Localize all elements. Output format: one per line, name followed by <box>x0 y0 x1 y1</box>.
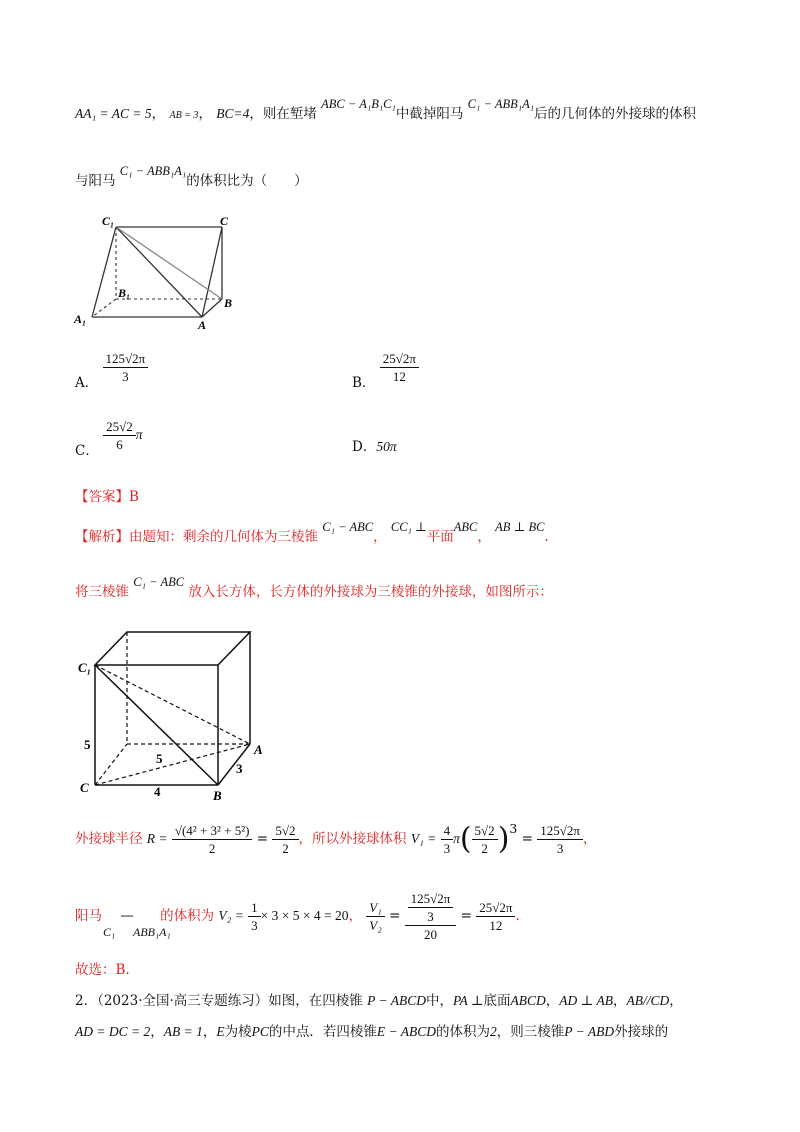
analysis-line-2 <box>75 575 553 602</box>
math-ab: AB = 3 <box>169 110 199 121</box>
label-b: B <box>224 296 233 310</box>
text-segment: . <box>544 529 549 545</box>
pi-symbol: π <box>453 831 460 846</box>
text-segment: 的体积比为（ ） <box>186 173 308 189</box>
math-bc: BC=4 <box>216 106 250 121</box>
problem2-line-1 <box>75 991 683 1011</box>
separator: ， <box>348 908 362 924</box>
yangma-sub-abb1a1: ABB₁A₁ <box>133 925 171 939</box>
denominator: 3 <box>251 918 258 933</box>
text-segment: 阳马 <box>75 908 102 924</box>
text-segment: 2．（2023·全国·高三专题练习）如图，在四棱锥 <box>75 993 363 1009</box>
label-a1: A₁ <box>74 312 87 326</box>
fraction <box>380 350 419 385</box>
pi-symbol: π <box>135 427 143 442</box>
answer: 【答案】B <box>75 489 139 505</box>
label-diagonal: 5 <box>156 751 163 766</box>
label-height: 5 <box>84 737 91 752</box>
math-aa1-ac: AA₁ = AC = 5 <box>75 106 152 121</box>
math: V₂ = <box>218 908 244 923</box>
equals: = <box>256 831 269 847</box>
text-segment: 外接球半径 <box>75 831 143 847</box>
text-segment: 中截掉阳马 <box>395 106 464 122</box>
label-c1: C₁ <box>78 660 92 675</box>
problem-line-2 <box>75 164 308 191</box>
numerator: 25√2π <box>476 899 515 917</box>
math: CC₁ ⊥ <box>390 520 427 534</box>
numerator: V₁ <box>366 899 384 917</box>
text-segment: 平面 <box>426 529 454 545</box>
denominator: 12 <box>392 369 406 384</box>
problem2-line-2 <box>75 1022 668 1042</box>
option-a <box>75 350 148 391</box>
math: E − ABCD <box>376 1024 436 1039</box>
text-segment: 放入长方体，长方体的外接球为三棱锥的外接球，如图所示： <box>188 584 553 600</box>
math: C₁ − ABC <box>322 520 374 534</box>
fraction <box>272 822 298 857</box>
math: E <box>216 1024 225 1039</box>
figure-prism <box>70 205 250 335</box>
analysis-line-1 <box>75 520 549 547</box>
conclusion: 故选：B. <box>75 962 130 978</box>
numerator: 25√2 <box>103 418 136 436</box>
equals: = <box>460 908 472 924</box>
numerator: 5√2 <box>472 822 498 840</box>
denominator: 3 <box>556 841 564 856</box>
option-value: 50π <box>376 439 397 454</box>
exponent: 3 <box>509 821 518 836</box>
option-b <box>352 350 419 391</box>
fraction <box>472 822 498 857</box>
fraction <box>103 418 136 453</box>
problem-line-1 <box>75 97 697 126</box>
separator: ， <box>151 106 166 122</box>
text-segment: 外接球的 <box>614 1024 669 1040</box>
yangma-sub-c1: C₁ <box>103 925 116 939</box>
denominator: 2 <box>208 841 216 856</box>
math: AD ⊥ AB <box>559 993 613 1008</box>
label-b: B <box>213 788 222 803</box>
separator: ， <box>545 993 560 1009</box>
separator: ， <box>373 529 387 545</box>
fraction <box>537 822 583 857</box>
separator: ， <box>669 993 683 1009</box>
text-segment: 为棱 <box>224 1024 252 1040</box>
math: ABC <box>453 520 478 534</box>
math: AB//CD <box>626 993 670 1008</box>
option-c <box>75 418 143 459</box>
dash: — <box>120 908 134 924</box>
fraction <box>248 899 261 934</box>
fraction <box>172 822 253 857</box>
radius-line <box>75 822 596 857</box>
text-segment: 与阳马 <box>75 173 116 189</box>
equals: = <box>521 831 533 847</box>
text-segment: 后的几何体的外接球的体积 <box>534 106 697 122</box>
math: P − ABCD <box>367 993 426 1008</box>
fraction-compound <box>405 890 457 943</box>
option-label: A． <box>75 375 99 391</box>
fraction <box>103 350 149 385</box>
separator: ， <box>613 993 627 1009</box>
math-yangma: C₁ − ABB₁A₁ <box>119 164 187 178</box>
separator: ， <box>150 1024 164 1040</box>
denominator: 20 <box>423 927 437 942</box>
label-c: C <box>220 214 229 228</box>
math: PA ⊥ <box>452 993 484 1008</box>
numerator: 1 <box>248 899 261 917</box>
label-bc: 4 <box>154 784 161 799</box>
math: AB = 1 <box>163 1024 203 1039</box>
label-a: A <box>254 742 263 757</box>
text-segment: ，则三棱锥 <box>496 1024 565 1040</box>
text-segment: 【解析】由题知：剩余的几何体为三棱锥 <box>75 529 318 545</box>
numerator: 125√2π <box>103 350 149 368</box>
math: P − ABD <box>564 1024 615 1039</box>
label-b1: B₁ <box>118 286 131 300</box>
math: R = <box>146 831 168 846</box>
text-segment: 的体积为 <box>160 908 215 924</box>
inner-fraction <box>408 890 454 925</box>
math: C₁ − ABC <box>133 575 185 589</box>
math: 2 <box>489 1024 497 1039</box>
separator: ， <box>477 529 491 545</box>
text-segment: 将三棱锥 <box>75 584 129 600</box>
separator: ， <box>202 1024 217 1040</box>
denominator: 6 <box>116 437 123 452</box>
fraction <box>441 822 454 857</box>
option-label: C． <box>75 443 99 459</box>
numerator: 25√2π <box>380 350 419 368</box>
text-segment: ，所以外接球体积 <box>298 831 407 847</box>
text-segment: 的中点．若四棱锥 <box>268 1024 377 1040</box>
figure-cuboid <box>70 620 280 805</box>
text-segment: 中， <box>425 993 453 1009</box>
numerator <box>405 890 457 926</box>
text-segment: 的体积为 <box>435 1024 490 1040</box>
option-label: D． <box>352 439 377 455</box>
math-prism: ABC − A₁B₁C₁ <box>321 97 396 111</box>
denominator: 3 <box>443 841 451 856</box>
math: PC <box>251 1024 269 1039</box>
math: V₁ = <box>410 831 437 846</box>
numerator: 4 <box>441 822 454 840</box>
option-label: B． <box>352 375 376 391</box>
text-segment: 底面 <box>483 993 511 1009</box>
paren-close: ) <box>497 821 510 857</box>
denominator: V₂ <box>369 918 382 933</box>
math: ABCD <box>510 993 546 1008</box>
math: AB ⊥ BC <box>495 520 545 534</box>
denominator: 2 <box>282 841 289 856</box>
option-d <box>352 437 397 457</box>
fraction-ratio <box>366 899 384 934</box>
numerator: 5√2 <box>272 822 298 840</box>
fraction <box>476 899 515 934</box>
paren-open: ( <box>459 821 472 857</box>
numerator: 125√2π <box>408 890 454 908</box>
numerator: 125√2π <box>537 822 583 840</box>
text-segment: . <box>515 908 520 924</box>
math: AD = DC = 2 <box>75 1024 151 1039</box>
denominator: 12 <box>489 918 503 933</box>
separator: ， <box>198 106 212 122</box>
numerator: √(4² + 3² + 5²) <box>172 822 253 840</box>
label-ab: 3 <box>236 761 243 776</box>
denominator: 2 <box>481 841 488 856</box>
math-yangma: C₁ − ABB₁A₁ <box>467 97 535 111</box>
math: × 3 × 5 × 4 = 20 <box>260 908 349 923</box>
text-segment: ， <box>582 831 597 847</box>
text-segment: ，则在堑堵 <box>249 106 317 122</box>
label-a: A <box>198 318 207 332</box>
equals: = <box>389 908 401 924</box>
denominator: 3 <box>122 369 129 384</box>
label-c: C <box>80 780 89 795</box>
denominator: 3 <box>427 909 434 924</box>
label-c1: C₁ <box>102 214 115 228</box>
